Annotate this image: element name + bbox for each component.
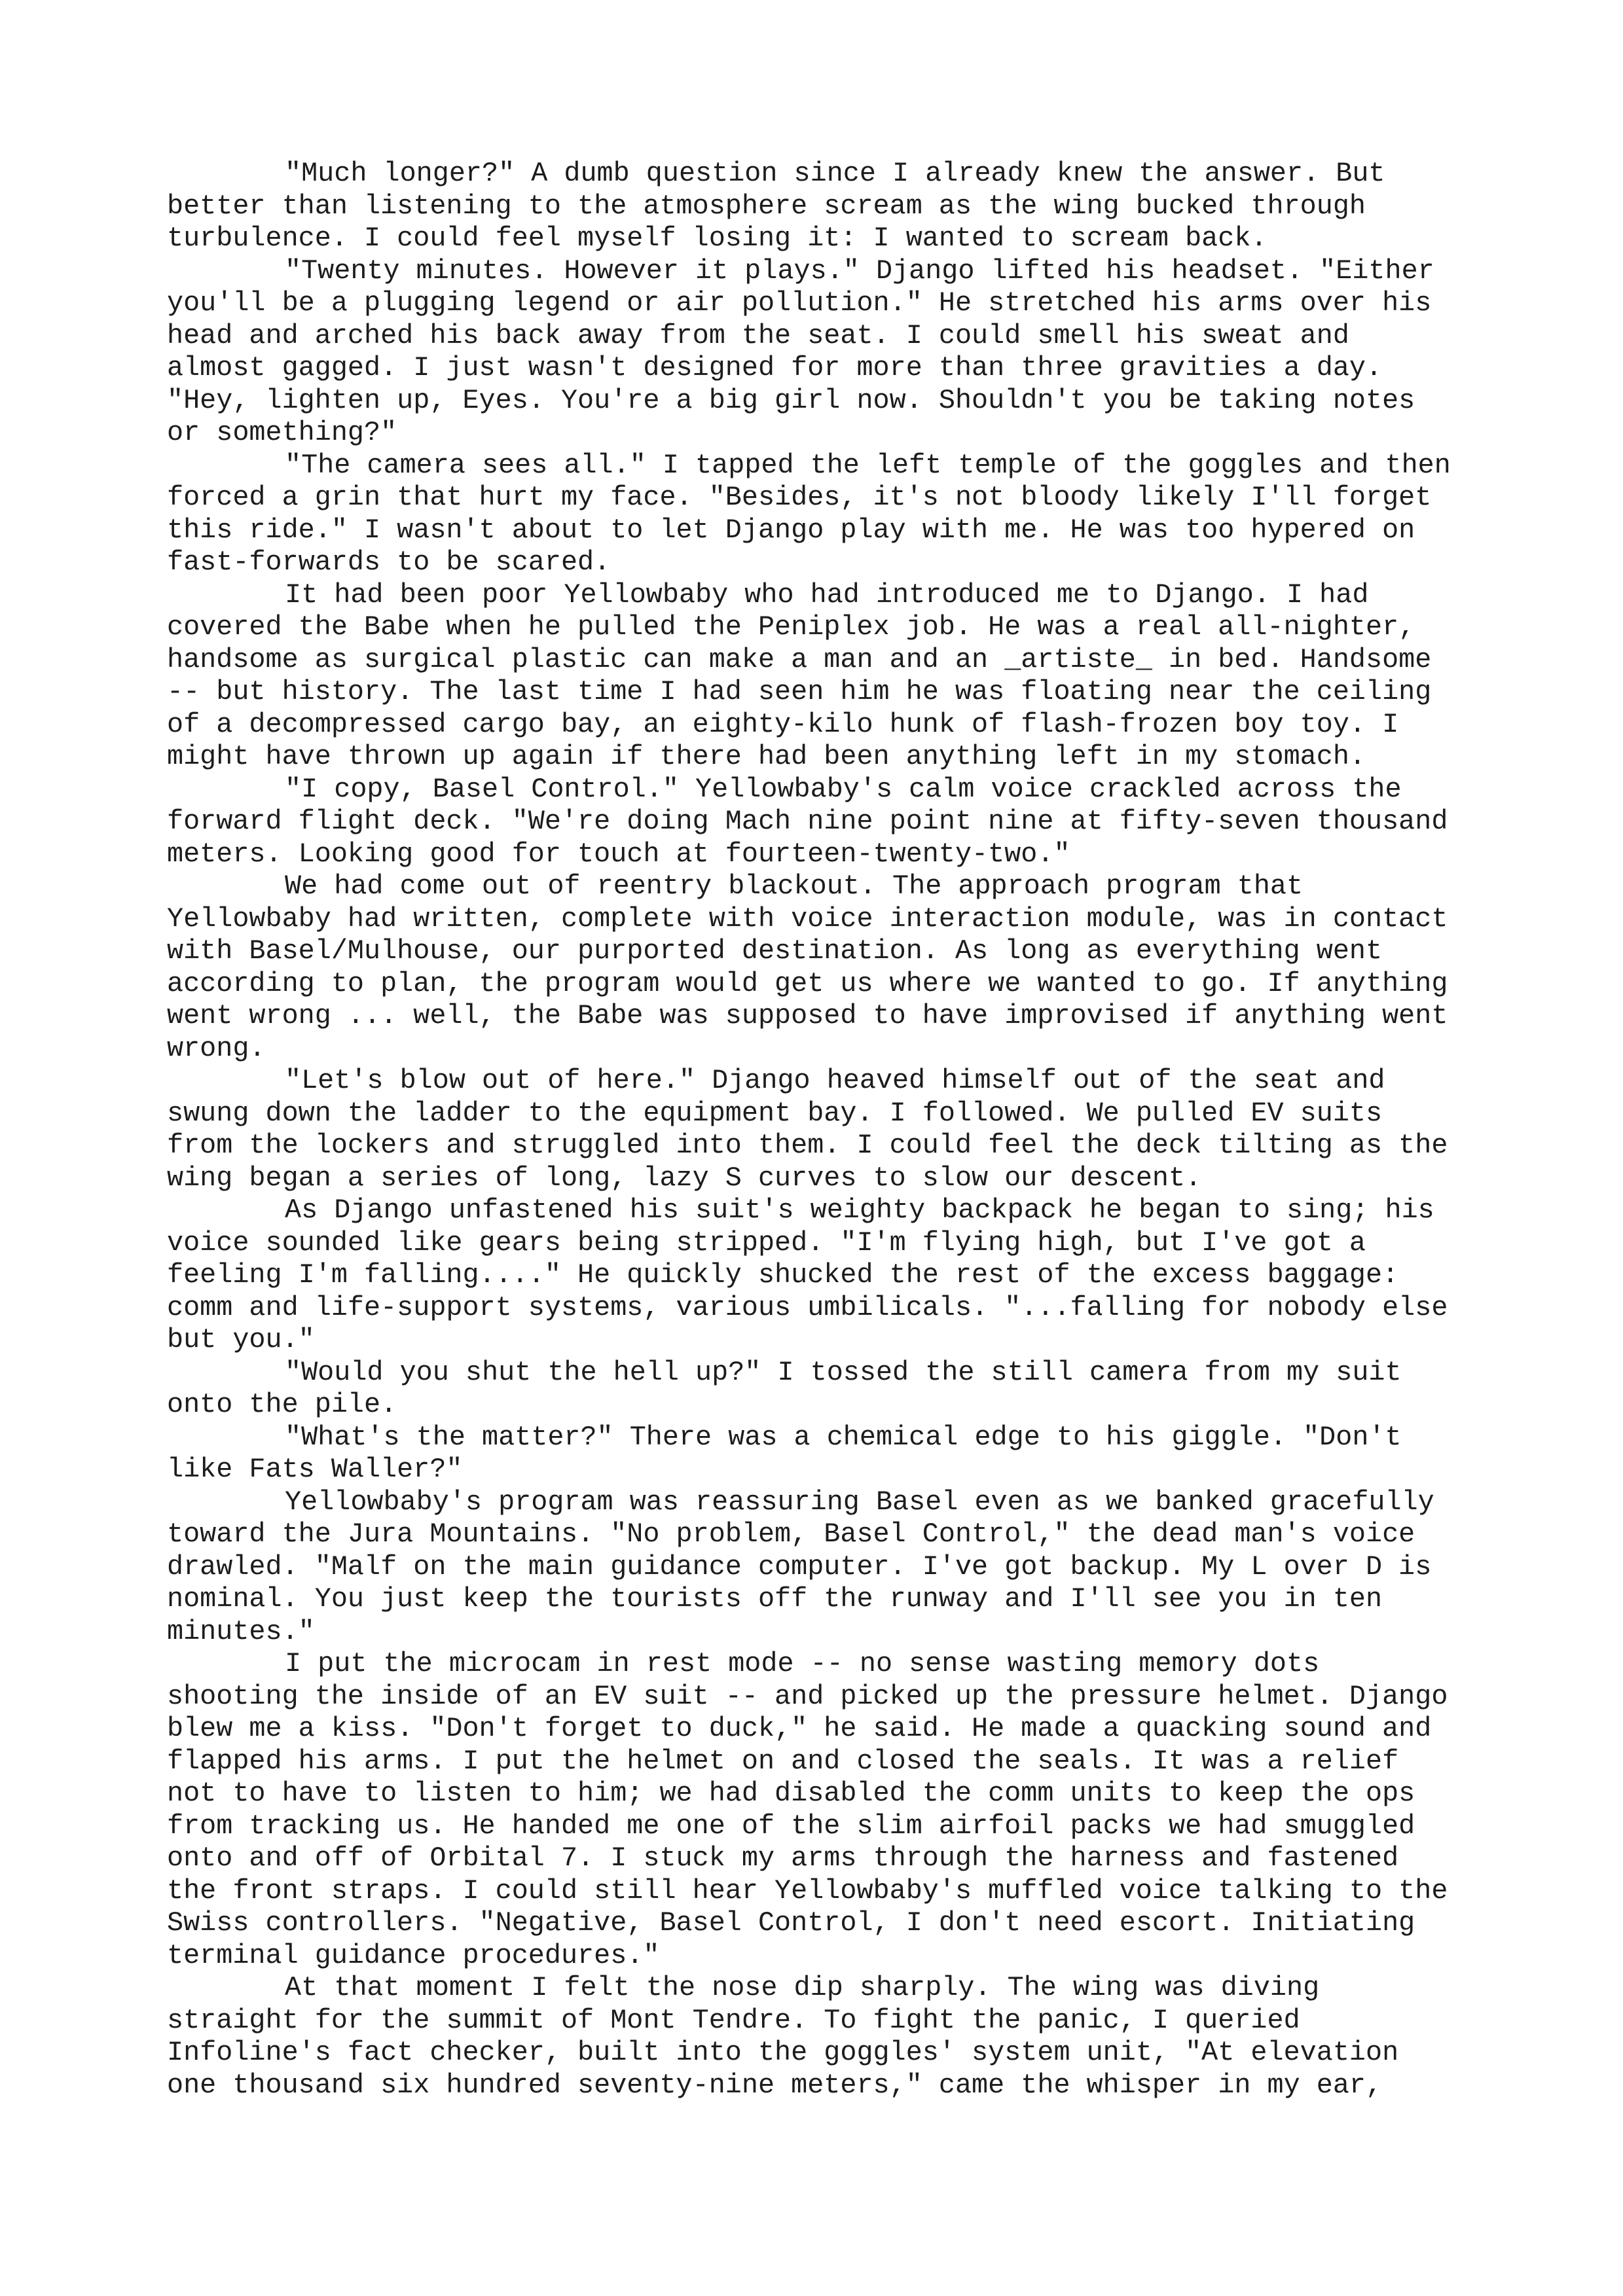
- text-line: of a decompressed cargo bay, an eighty-kilo hunk of flash-frozen boy toy. I: [167, 708, 1399, 740]
- text-line: I put the microcam in rest mode -- no sense wasting memory dots: [285, 1648, 1320, 1679]
- text-line: shooting the inside of an EV suit -- and picked up the pressure helmet. Django: [167, 1680, 1448, 1712]
- text-line: wrong.: [167, 1032, 266, 1064]
- text-line: like Fats Waller?": [167, 1454, 463, 1485]
- text-line: forward flight deck. "We're doing Mach nine point nine at fifty-seven thousand: [167, 806, 1448, 837]
- text-line: terminal guidance procedures.": [167, 1939, 660, 1971]
- paragraph: [167, 1486, 1575, 1649]
- text-line: Swiss controllers. "Negative, Basel Control, I don't need escort. Initiating: [167, 1907, 1415, 1939]
- paragraph: [167, 579, 1575, 774]
- text-line: according to plan, the program would get us where we wanted to go. If anything: [167, 967, 1448, 999]
- text-line: nominal. You just keep the tourists off the runway and I'll see you in ten: [167, 1583, 1383, 1615]
- text-line: "Hey, lighten up, Eyes. You're a big girl now. Shouldn't you be taking notes: [167, 384, 1415, 416]
- text-line: It had been poor Yellowbaby who had introduced me to Django. I had: [285, 579, 1369, 611]
- text-line: almost gagged. I just wasn't designed for more than three gravities a day.: [167, 352, 1383, 384]
- text-line: voice sounded like gears being stripped. "I'm flying high, but I've got a: [167, 1227, 1366, 1259]
- text-line: flapped his arms. I put the helmet on and closed the seals. It was a relief: [167, 1745, 1399, 1777]
- text-line: As Django unfastened his suit's weighty backpack he began to sing; his: [285, 1194, 1434, 1226]
- paragraph: [167, 158, 1575, 255]
- text-line: Yellowbaby had written, complete with voice interaction module, was in contact: [167, 903, 1448, 935]
- text-line: from the lockers and struggled into them. I could feel the deck tilting as the: [167, 1130, 1448, 1161]
- paragraph: [167, 1194, 1575, 1357]
- text-line: blew me a kiss. "Don't forget to duck," he said. He made a quacking sound and: [167, 1713, 1432, 1744]
- paragraph: [167, 870, 1575, 1065]
- text-line: We had come out of reentry blackout. The approach program that: [285, 870, 1304, 902]
- text-line: you'll be a plugging legend or air pollution." He stretched his arms over his: [167, 287, 1432, 319]
- text-line: not to have to listen to him; we had disabled the comm units to keep the ops: [167, 1778, 1415, 1809]
- text-line: wing began a series of long, lazy S curves to slow our descent.: [167, 1162, 1202, 1194]
- text-line: drawled. "Malf on the main guidance computer. I've got backup. My L over D is: [167, 1551, 1432, 1583]
- text-line: "The camera sees all." I tapped the left temple of the goggles and then: [285, 449, 1451, 481]
- text-line: head and arched his back away from the seat. I could smell his sweat and: [167, 319, 1349, 351]
- text-line: feeling I'm falling...." He quickly shucked the rest of the excess baggage:: [167, 1259, 1399, 1291]
- text-line: the front straps. I could still hear Yellowbaby's muffled voice talking to the: [167, 1874, 1448, 1907]
- paragraph: [167, 1065, 1575, 1194]
- text-line: but you.": [167, 1324, 315, 1355]
- text-line: At that moment I felt the nose dip sharply. The wing was diving: [285, 1972, 1320, 2003]
- paragraph: [167, 1357, 1575, 1422]
- text-line: or something?": [167, 417, 397, 448]
- text-line: "Much longer?" A dumb question since I already knew the answer. But: [285, 158, 1385, 189]
- text-line: went wrong ... well, the Babe was supposed to have improvised if anything went: [167, 1000, 1448, 1031]
- text-line: straight for the summit of Mont Tendre. To fight the panic, I queried: [167, 2004, 1300, 2036]
- text-line: fast-forwards to be scared.: [167, 547, 611, 578]
- paragraph: [167, 774, 1575, 871]
- document-body: [167, 158, 1575, 2102]
- text-line: one thousand six hundred seventy-nine meters," came the whisper in my ear,: [167, 2069, 1383, 2101]
- paragraph: [167, 255, 1575, 450]
- text-line: -- but history. The last time I had seen him he was floating near the ceiling: [167, 676, 1432, 708]
- text-line: Yellowbaby's program was reassuring Basel even as we banked gracefully: [285, 1486, 1434, 1518]
- text-line: minutes.": [167, 1615, 315, 1647]
- text-line: better than listening to the atmosphere scream as the wing bucked through: [167, 190, 1366, 222]
- paragraph: [167, 1422, 1575, 1486]
- text-line: swung down the ladder to the equipment bay. I followed. We pulled EV suits: [167, 1097, 1383, 1129]
- text-line: meters. Looking good for touch at fourteen-twenty-two.": [167, 838, 1070, 870]
- text-line: forced a grin that hurt my face. "Besides, it's not bloody likely I'll forget: [167, 482, 1432, 513]
- text-line: onto and off of Orbital 7. I stuck my arms through the harness and fastened: [167, 1842, 1399, 1874]
- text-line: might have thrown up again if there had been anything left in my stomach.: [167, 741, 1366, 772]
- text-line: handsome as surgical plastic can make a man and an _artiste_ in bed. Handsome: [167, 643, 1432, 675]
- text-line: onto the pile.: [167, 1389, 397, 1420]
- paragraph: [167, 450, 1575, 579]
- text-line: "What's the matter?" There was a chemical edge to his giggle. "Don't: [285, 1421, 1402, 1453]
- text-line: this ride." I wasn't about to let Django play with me. He was too hypered on: [167, 514, 1415, 546]
- paragraph: [167, 1648, 1575, 1972]
- text-line: "I copy, Basel Control." Yellowbaby's calm voice crackled across the: [285, 773, 1402, 805]
- paragraph: [167, 1972, 1575, 2102]
- text-line: "Let's blow out of here." Django heaved himself out of the seat and: [285, 1065, 1385, 1096]
- text-line: from tracking us. He handed me one of the slim airfoil packs we had smuggled: [167, 1810, 1415, 1842]
- text-line: "Twenty minutes. However it plays." Django lifted his headset. "Either: [285, 255, 1434, 287]
- text-line: comm and life-support systems, various umbilicals. "...falling for nobody else: [167, 1291, 1448, 1323]
- text-line: "Would you shut the hell up?" I tossed the still camera from my suit: [285, 1356, 1402, 1388]
- text-line: Infoline's fact checker, built into the goggles' system unit, "At elevation: [167, 2037, 1399, 2068]
- text-line: toward the Jura Mountains. "No problem, Basel Control," the dead man's voice: [167, 1518, 1415, 1550]
- text-line: with Basel/Mulhouse, our purported destination. As long as everything went: [167, 935, 1383, 967]
- text-line: turbulence. I could feel myself losing it: I wanted to scream back.: [167, 223, 1267, 254]
- text-line: covered the Babe when he pulled the Peniplex job. He was a real all-nighter,: [167, 611, 1415, 643]
